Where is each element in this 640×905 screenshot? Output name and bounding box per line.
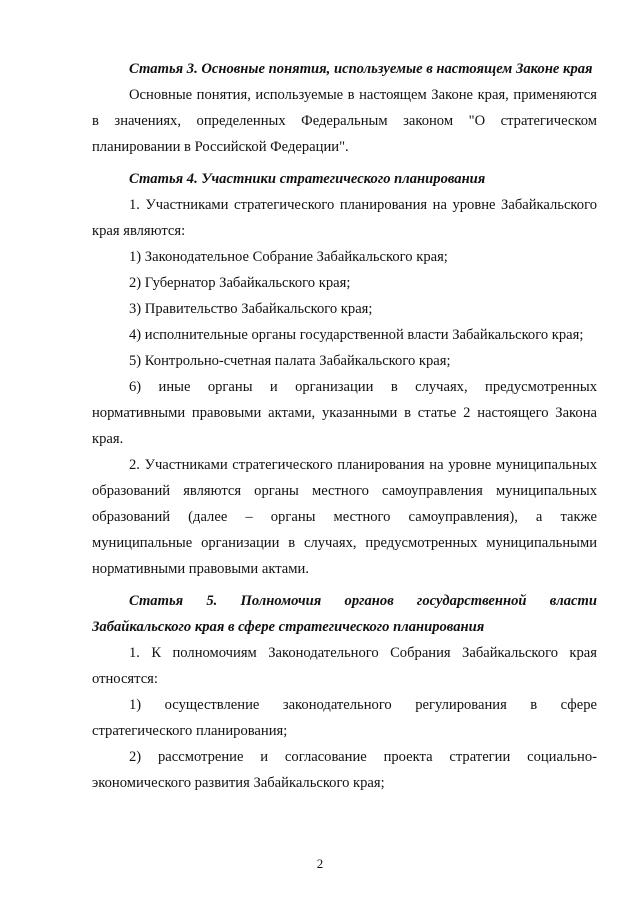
- list-item: 1) осуществление законодательного регулирования в сфере стратегического планирования;: [92, 697, 597, 739]
- paragraph: 2. Участниками стратегического планирования на уровне муниципальных образований являются органы местного самоуправления муниципальных образований (далее – органы местного самоуправления), а также муниципальные организации в случаях, предусмотренных муниципальными нормативными правовыми актами.: [92, 457, 597, 577]
- list-item: 5) Контрольно-счетная палата Забайкальского края;: [129, 353, 451, 369]
- document-body: [92, 56, 597, 796]
- article-4-heading: Статья 4. Участники стратегического планирования: [129, 171, 486, 187]
- list-item: 4) исполнительные органы государственной власти Забайкальского края;: [129, 327, 584, 343]
- paragraph: Основные понятия, используемые в настоящем Законе края, применяются в значениях, определенных Федеральным законом "О стратегическом планировании в Российской Федерации".: [92, 87, 597, 155]
- article-3-heading: Статья 3. Основные понятия, используемые в настоящем Законе края: [129, 61, 593, 77]
- list-item: 3) Правительство Забайкальского края;: [129, 301, 373, 317]
- list-item: 2) рассмотрение и согласование проекта стратегии социально-экономического развития Забайкальского края;: [92, 749, 597, 791]
- list-item: 1) Законодательное Собрание Забайкальского края;: [129, 249, 448, 265]
- list-item: 6) иные органы и организации в случаях, предусмотренных нормативными правовыми актами, указанными в статье 2 настоящего Закона края.: [92, 379, 597, 447]
- page-number: 2: [316, 856, 324, 871]
- article-5-heading: Статья 5. Полномочия органов государственной власти Забайкальского края в сфере стратегического планирования: [92, 593, 597, 635]
- paragraph: 1. К полномочиям Законодательного Собрания Забайкальского края относятся:: [92, 645, 597, 687]
- list-item: 2) Губернатор Забайкальского края;: [129, 275, 351, 291]
- paragraph: 1. Участниками стратегического планирования на уровне Забайкальского края являются:: [92, 197, 597, 239]
